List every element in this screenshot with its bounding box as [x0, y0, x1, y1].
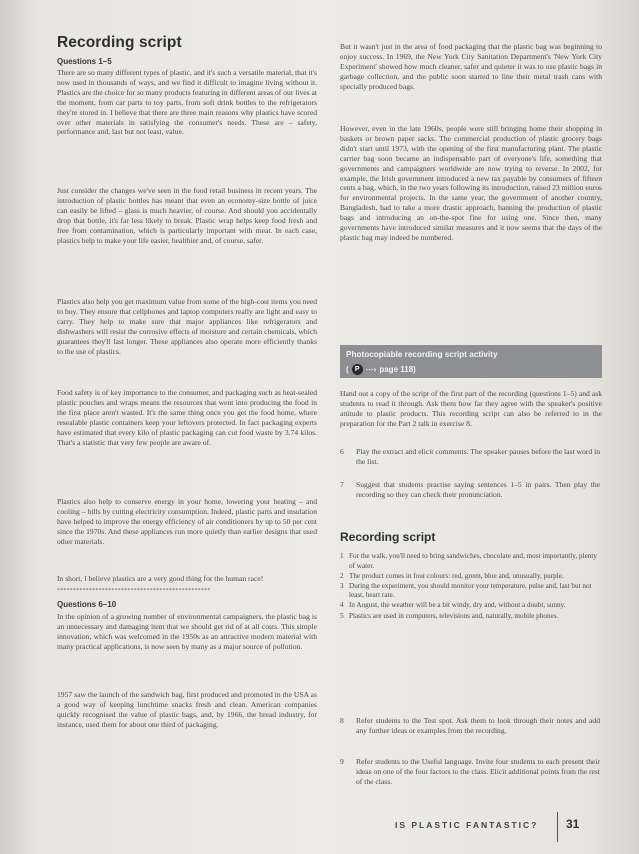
item-text: Play the extract and elicit comments. The speaker pauses before the last word in the list. [356, 447, 600, 466]
item-number: 7 [340, 480, 344, 489]
questions-6-10-heading: Questions 6–10 [57, 600, 117, 609]
item-number: 8 [340, 716, 344, 725]
paren-open: ( [346, 365, 349, 374]
script-paragraph: However, even in the late 1960s, people were still bringing home their shopping in baskets or brown paper sacks. The commercial production of plastic grocery bags didn't start until 1973, with the opening of the first manufacturing plant. The plastic carrier bag soon became an indispensable part of everyone's life, something that governments and campaigners worldwide are now trying to reverse. In 2002, for example, the Irish government introduced a new tax payable by consumers of fifteen cents a bag, which, in the two years following its introduction, raised 23 million euros for environmental projects. In the same year, the government of another country, Bangladesh, had to take a more drastic approach, banning the production of plastic bags and introducing an on-the-spot fine for using one. Since then, many governments have introduced similar measures and it now seems that the days of the plastic bag may indeed be numbered. [340, 124, 602, 242]
item-text: Refer students to the Test spot. Ask them to look through their notes and add any further ideas or examples from the recording. [356, 716, 600, 735]
script-paragraph: 1957 saw the launch of the sandwich bag, first produced and promoted in the USA as a good way of keeping lunchtime snacks fresh and clean. American companies quickly recognised the value of plastic bags, and, by 1966, the bread industry, for instance, used them for about one third of packaging. [57, 690, 317, 729]
script-paragraph: But it wasn't just in the area of food packaging that the plastic bag was beginning to enjoy success. In 1969, the New York City Sanitation Department's 'New York City Experiment' showed how much cleaner, safer and quieter it was to use plastic bags in garbage collection, and the public soon started to line their metal trash cans with specially produced bags. [340, 42, 602, 91]
script-paragraph: Plastics also help you get maximum value from some of the high-cost items you need to buy. They ensure that cellphones and laptop computers really are light and easy to carry. They help to make sure that major appliances like refrigerators and dishwashers will resist the corrosive effects of moisture and certain chemicals, which guarantees they'll last longer. These appliances also operate more efficiently thanks to the use of plastics. [57, 297, 317, 356]
script-paragraph: Plastics also help to conserve energy in your home, lowering your heating – and cooling – bills by cutting electricity consumption. Indeed, plastic parts and insulation have helped to improve the energy efficiency of air conditioners by up to 50 per cent since the 1970s. And these appliances run more quietly than earlier designs that used other materials. [57, 497, 317, 546]
script-paragraph: Food safety is of key importance to the consumer, and packaging such as heat-sealed plastic pouches and wraps means the resources that went into producing the food in the first place aren't wasted. It's the same thing once you get the food home, where resealable plastic containers keep your leftovers protected. In fact packaging experts have estimated that every kilo of plastic packaging can cut food waste by 3.74 kilos. That's a statistic that very few people are aware of. [57, 388, 317, 447]
exercise-item-9 [340, 757, 602, 801]
exercise-item-8 [340, 716, 602, 748]
list-item: 3 During the experiment, you should monitor your temperature, pulse and, last but not least, heart rate. [340, 581, 592, 600]
activity-page-reference [346, 364, 416, 375]
photocopiable-activity-box [340, 345, 602, 378]
activity-page-label: page 118) [379, 365, 416, 374]
questions-1-5-heading: Questions 1–5 [57, 57, 112, 66]
item-text: Refer students to the Useful language. Invite four students to each present their ideas on one of the four factors to the class. Elicit additional points from the rest of the class. [356, 757, 600, 786]
footer-divider [557, 812, 558, 842]
arrow-right-icon: ⋯› [365, 365, 377, 374]
section-divider: ************************************************ [57, 588, 211, 594]
item-number: 6 [340, 447, 344, 456]
list-item: 4 In August, the weather will be a bit windy, dry and, without a doubt, sunny. [340, 601, 566, 610]
teacher-note: Hand out a copy of the script of the first part of the recording (questions 1–5) and ask students to read it through. Ask them how far they agree with the speaker's positive attitude to plastic products. This recording script can also be referred to in the preparation for the Part 2 talk in exercise 8. [340, 389, 602, 428]
page-number: 31 [566, 817, 580, 831]
unit-title: IS PLASTIC FANTASTIC? [395, 820, 539, 830]
list-item: 1 For the walk, you'll need to bring sandwiches, chocolate and, most importantly, plenty of water. [340, 552, 597, 570]
script-paragraph: In short, I believe plastics are a very good thing for the human race! [57, 574, 264, 583]
recording-script-list [340, 552, 602, 622]
item-text: Suggest that students practise saying sentences 1–5 in pairs. Then play the recording so they can check their pronunciation. [356, 480, 600, 499]
photocopiable-badge-icon: P [352, 364, 363, 375]
list-item: 5 Plastics are used in computers, televisions and, naturally, mobile phones. [340, 611, 559, 620]
recording-script-title: Recording script [57, 34, 182, 51]
recording-script-subtitle: Recording script [340, 530, 436, 544]
activity-title: Photocopiable recording script activity [346, 350, 498, 359]
script-paragraph: There are so many different types of plastic, and it's such a versatile material, that it's now used in thousands of ways, and we find it difficult to imagine living without it. Plastics are the choice for so many products featuring in different areas of our lives at the moment, from car parts to toy parts, from soft drink bottles to the refrigerators they're stored in. I believe that there are three main reasons why plastics have scored over other materials in satisfying the consumer's needs. These are – safety, performance and, last but not least, value. [57, 68, 317, 137]
exercise-item-6 [340, 447, 602, 469]
script-paragraph: In the opinion of a growing number of environmental campaigners, the plastic bag is an unnecessary and damaging item that we should get rid of at all costs. This simple innovation, which was welcomed in the 1950s as an attractive modern material with many practical applications, is now seen by many as a major source of pollution. [57, 612, 317, 651]
exercise-item-7 [340, 480, 602, 512]
script-paragraph: Just consider the changes we've seen in the food retail business in recent years. The introduction of plastic bottles has meant that even an economy-size bottle of juice can easily be lifted – glass is much heavier, of course. And should you accidentally drop that bottle, it's far less likely to break. Plastic wrap helps keep food fresh and free from contamination, which is particularly important with meat. In each case, plastics help to make your life easier, healthier and, of course, safer. [57, 186, 317, 245]
list-item: 2 The product comes in four colours: red, green, blue and, unusually, purple. [340, 571, 564, 580]
item-number: 9 [340, 757, 344, 766]
